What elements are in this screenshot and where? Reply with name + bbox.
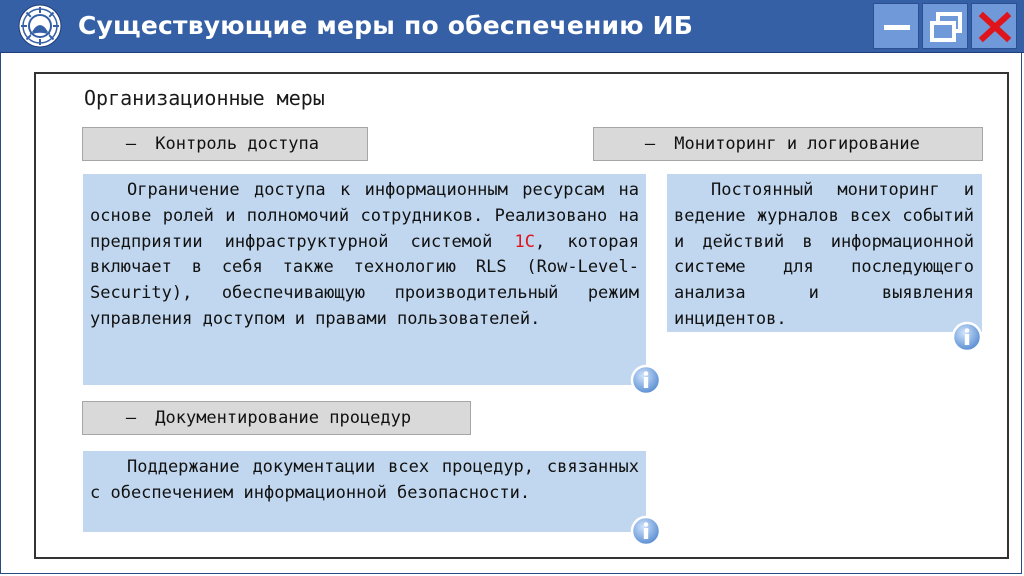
tab-label: Контроль доступа xyxy=(155,134,320,154)
tab-access-control[interactable] xyxy=(82,127,368,161)
restore-icon xyxy=(923,4,969,50)
window-title: Существующие меры по обеспечению ИБ xyxy=(78,11,694,40)
access-control-card xyxy=(83,174,646,385)
card-text: Поддержание документации всех процедур, связанных с обеспечением информационной безопасности. xyxy=(90,457,639,503)
minimize-button[interactable] xyxy=(873,3,919,49)
documentation-card xyxy=(83,451,646,532)
title-bar xyxy=(0,0,1024,53)
close-button[interactable] xyxy=(971,3,1017,49)
section-heading: Организационные меры xyxy=(84,86,325,110)
close-icon xyxy=(972,4,1018,50)
tab-dash: – xyxy=(644,134,656,154)
highlight-1c: 1С xyxy=(514,231,535,252)
info-icon[interactable] xyxy=(630,364,662,396)
minimize-icon xyxy=(874,4,920,50)
info-icon[interactable] xyxy=(630,515,662,547)
monitoring-card xyxy=(667,174,982,332)
tab-documentation[interactable] xyxy=(82,401,471,435)
tab-label: Документирование процедур xyxy=(155,408,412,428)
tab-dash: – xyxy=(125,408,137,428)
emblem-logo-icon xyxy=(18,4,62,48)
tab-dash: – xyxy=(125,134,137,154)
card-text: Ограничение доступа к информационным ресурсам на основе ролей и полномочий сотрудников. Реализовано на предприятии инфраструктурной системой 1С, которая включает в себя также технологию RLS (Row-Level-Security), обеспечивающую производительный режим управления доступом и правами пользователей. xyxy=(90,180,639,329)
tab-monitoring-logging[interactable] xyxy=(593,127,983,161)
tab-label: Мониторинг и логирование xyxy=(674,134,920,154)
restore-button[interactable] xyxy=(922,3,968,49)
info-icon[interactable] xyxy=(951,321,983,353)
card-text: Постоянный мониторинг и ведение журналов всех событий и действий в информационной системе для последующего анализа и выявления инцидентов. xyxy=(674,180,974,329)
